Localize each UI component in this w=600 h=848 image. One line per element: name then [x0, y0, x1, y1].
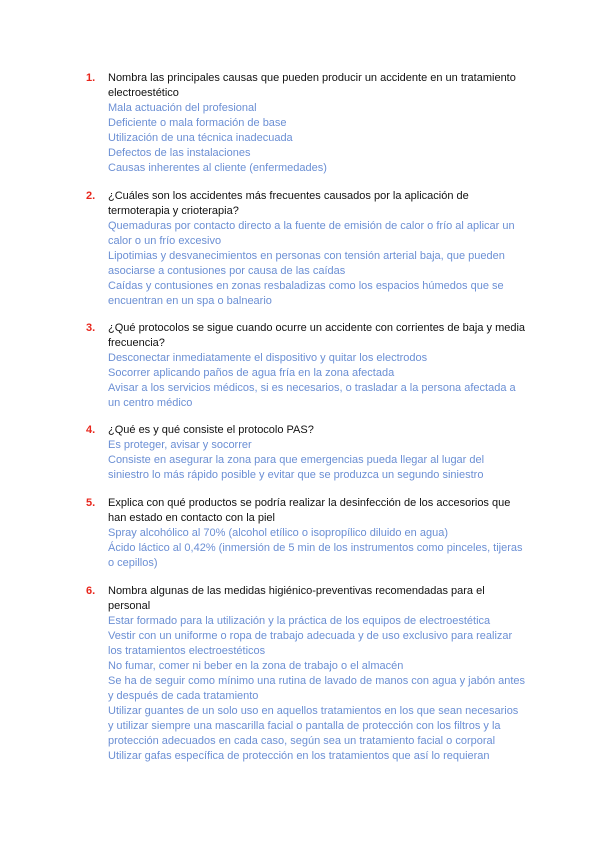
answer-list — [108, 219, 526, 309]
question-text: Explica con qué productos se podría realizar la desinfección de los accesorios que han estado en contacto con la piel — [108, 497, 511, 524]
question-text: ¿Cuáles son los accidentes más frecuentes causados por la aplicación de termoterapia y crioterapia? — [108, 190, 469, 217]
question-block-4 — [86, 423, 526, 483]
question-block-1 — [86, 71, 526, 176]
question-block-6 — [86, 584, 526, 764]
answer-item: Estar formado para la utilización y la práctica de los equipos de electroestética — [108, 615, 491, 627]
question-text: Nombra algunas de las medidas higiénico-preventivas recomendadas para el personal — [108, 585, 485, 612]
answer-list — [108, 101, 526, 176]
answer-item: Causas inherentes al cliente (enfermedades) — [108, 162, 327, 174]
answer-item: No fumar, comer ni beber en la zona de trabajo o el almacén — [108, 660, 404, 672]
answer-item: Mala actuación del profesional — [108, 102, 257, 114]
answer-item: Se ha de seguir como mínimo una rutina de lavado de manos con agua y jabón antes y después de cada tratamiento — [108, 675, 526, 702]
answer-item: Quemaduras por contacto directo a la fuente de emisión de calor o frío al aplicar un calor o un frío excesivo — [108, 220, 515, 247]
answer-item: Deficiente o mala formación de base — [108, 117, 287, 129]
answer-item: Desconectar inmediatamente el dispositivo y quitar los electrodos — [108, 352, 428, 364]
answer-list — [108, 526, 526, 571]
answer-item: Utilizar guantes de un solo uso en aquellos tratamientos en los que sean necesarios y utilizar siempre una mascarilla facial o pantalla de protección con los filtros y la protección adecuados en cada caso, según sea un tratamiento facial o corporal — [108, 705, 519, 747]
answer-item: Utilización de una técnica inadecuada — [108, 132, 293, 144]
question-number: 3. — [86, 322, 96, 334]
question-number: 4. — [86, 424, 96, 436]
answer-item: Utilizar gafas específica de protección en los tratamientos que así lo requieran — [108, 750, 490, 762]
question-block-2 — [86, 189, 526, 309]
answer-item: Vestir con un uniforme o ropa de trabajo adecuada y de uso exclusivo para realizar los tratamientos electroestéticos — [108, 630, 513, 657]
question-text: Nombra las principales causas que pueden producir un accidente en un tratamiento electroestético — [108, 72, 516, 99]
answer-item: Lipotimias y desvanecimientos en personas con tensión arterial baja, que pueden asociarse a contusiones por causa de las caídas — [108, 250, 505, 277]
answer-item: Socorrer aplicando paños de agua fría en la zona afectada — [108, 367, 395, 379]
question-number: 2. — [86, 190, 96, 202]
answer-item: Ácido láctico al 0,42% (inmersión de 5 min de los instrumentos como pinceles, tijeras o cepillos) — [108, 542, 523, 569]
question-number: 1. — [86, 72, 96, 84]
answer-list — [108, 614, 526, 764]
answer-item: Avisar a los servicios médicos, si es necesarios, o trasladar a la persona afectada a un centro médico — [108, 382, 516, 409]
question-number: 6. — [86, 585, 96, 597]
answer-item: Es proteger, avisar y socorrer — [108, 439, 252, 451]
answer-item: Defectos de las instalaciones — [108, 147, 251, 159]
question-text: ¿Qué protocolos se sigue cuando ocurre un accidente con corrientes de baja y media frecuencia? — [108, 322, 526, 349]
answer-item: Caídas y contusiones en zonas resbaladizas como los espacios húmedos que se encuentran en un spa o balneario — [108, 280, 504, 307]
answer-item: Spray alcohólico al 70% (alcohol etílico o isopropílico diluido en agua) — [108, 527, 448, 539]
answer-list — [108, 438, 526, 483]
question-number: 5. — [86, 497, 96, 509]
question-block-5 — [86, 496, 526, 571]
answer-list — [108, 351, 526, 411]
question-block-3 — [86, 321, 526, 411]
question-text: ¿Qué es y qué consiste el protocolo PAS? — [108, 424, 314, 436]
answer-item: Consiste en asegurar la zona para que emergencias pueda llegar al lugar del siniestro lo más rápido posible y evitar que se produzca un segundo siniestro — [108, 454, 485, 481]
